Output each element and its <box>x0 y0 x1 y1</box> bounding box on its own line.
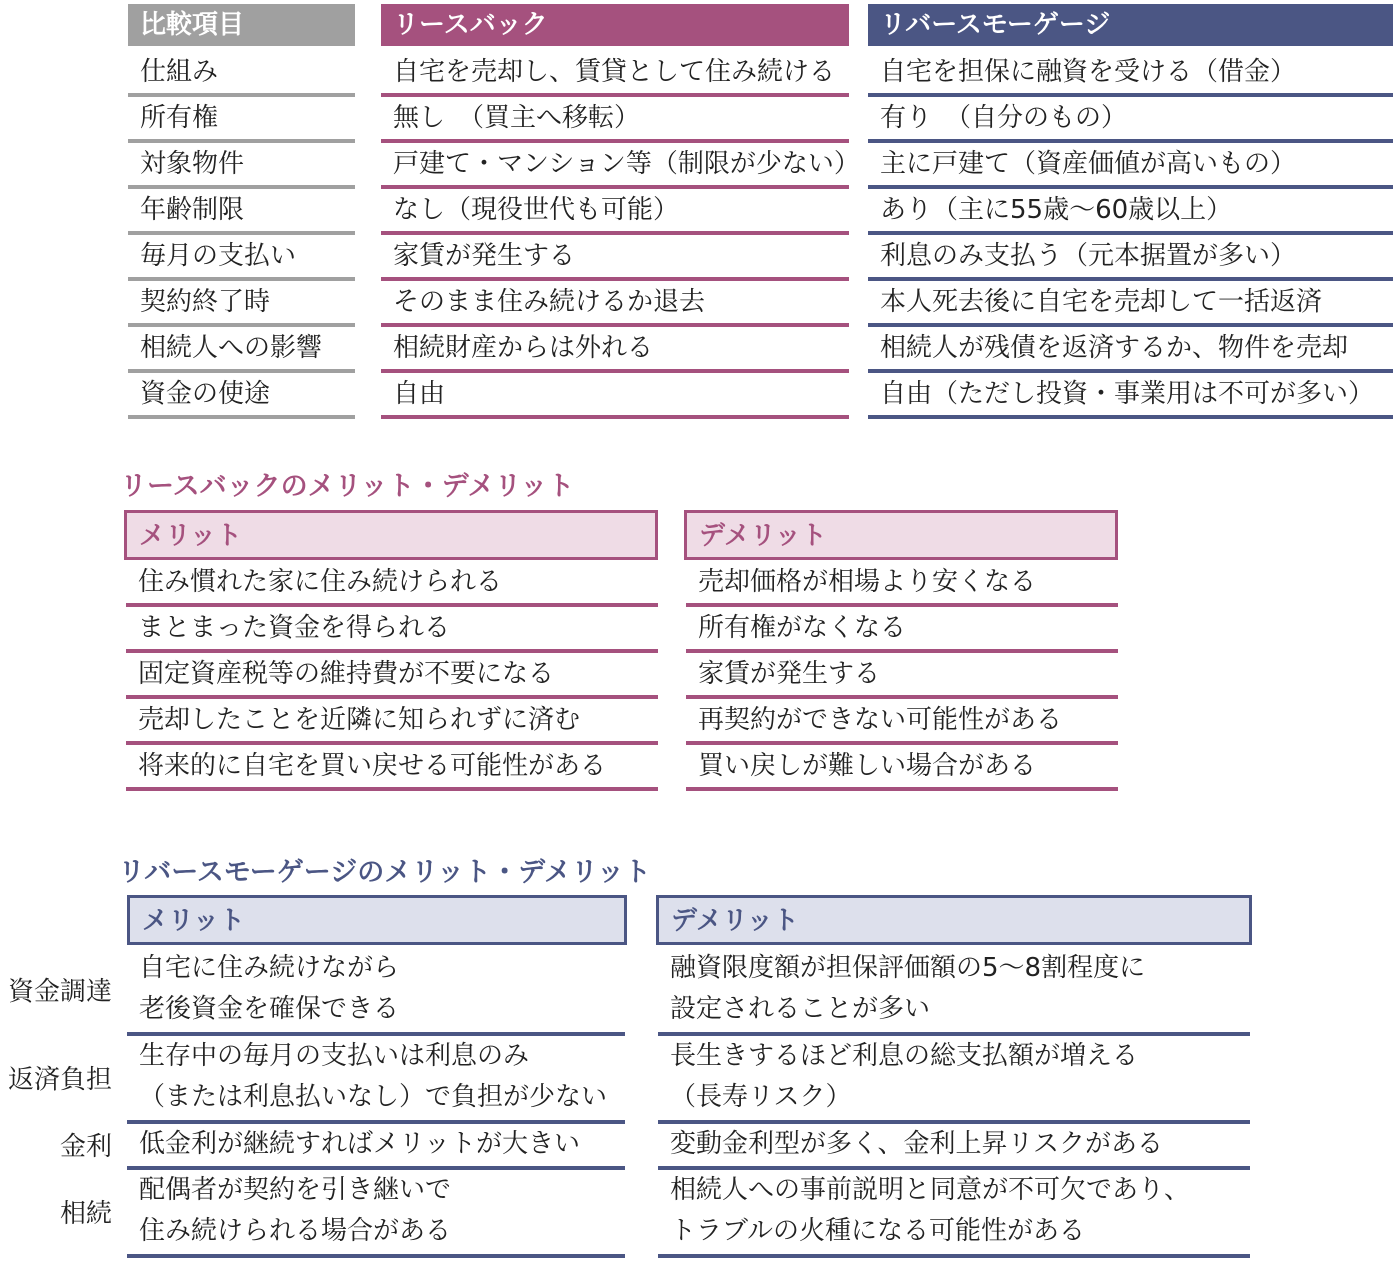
leaseback-demerit-item: 再契約ができない可能性がある <box>686 700 1118 745</box>
leaseback-cell: 自由 <box>381 374 849 419</box>
leaseback-demerit-item: 家賃が発生する <box>686 654 1118 699</box>
leaseback-cell: そのまま住み続けるか退去 <box>381 282 849 327</box>
leaseback-cell: 相続財産からは外れる <box>381 328 849 373</box>
reverse-merit-item-line: 老後資金を確保できる <box>139 994 400 1024</box>
reverse-row-label: 返済負担 <box>7 1065 112 1095</box>
row-label: 対象物件 <box>128 144 355 189</box>
reverse-cell: 有り （自分のもの） <box>868 98 1393 143</box>
leaseback-cell: 自宅を売却し、賃貸として住み続ける <box>381 52 849 97</box>
reverse-merit-item-line: 配偶者が契約を引き継いで <box>139 1175 452 1205</box>
reverse-merit-item-line: 生存中の毎月の支払いは利息のみ <box>139 1041 530 1071</box>
reverse-demerit-item-line: 相続人への事前説明と同意が不可欠であり、 <box>670 1175 1191 1205</box>
leaseback-merit-header: メリット <box>124 510 658 560</box>
row-label: 資金の使途 <box>128 374 355 419</box>
row-label: 契約終了時 <box>128 282 355 327</box>
leaseback-merit-item: 将来的に自宅を買い戻せる可能性がある <box>126 746 658 791</box>
reverse-row-label: 資金調達 <box>7 977 112 1007</box>
leaseback-demerit-header: デメリット <box>684 510 1118 560</box>
leaseback-cell: 無し （買主へ移転） <box>381 98 849 143</box>
reverse-demerit-header: デメリット <box>656 895 1252 945</box>
reverse-demerit-item-line: トラブルの火種になる可能性がある <box>670 1216 1085 1246</box>
reverse-demerit-item-line: 変動金利型が多く、金利上昇リスクがある <box>670 1129 1163 1159</box>
reverse-merit-item-line: （または利息払いなし）で負担が少ない <box>139 1082 608 1112</box>
reverse-cell: 自宅を担保に融資を受ける（借金） <box>868 52 1393 97</box>
reverse-cell: 利息のみ支払う（元本据置が多い） <box>868 236 1393 281</box>
reverse-cell: あり（主に55歳～60歳以上） <box>868 190 1393 235</box>
reverse-cell: 自由（ただし投資・事業用は不可が多い） <box>868 374 1393 419</box>
row-label: 所有権 <box>128 98 355 143</box>
reverse-demerit-item <box>658 948 1250 1036</box>
header-item: 比較項目 <box>128 4 355 46</box>
leaseback-cell: 家賃が発生する <box>381 236 849 281</box>
leaseback-merit-item: まとまった資金を得られる <box>126 608 658 653</box>
reverse-cell: 主に戸建て（資産価値が高いもの） <box>868 144 1393 189</box>
leaseback-merit-item: 固定資産税等の維持費が不要になる <box>126 654 658 699</box>
leaseback-merit-item: 売却したことを近隣に知られずに済む <box>126 700 658 745</box>
row-label: 相続人への影響 <box>128 328 355 373</box>
leaseback-cell: なし（現役世代も可能） <box>381 190 849 235</box>
leaseback-section-title: リースバックのメリット・デメリット <box>120 471 575 502</box>
row-label: 年齢制限 <box>128 190 355 235</box>
row-label: 毎月の支払い <box>128 236 355 281</box>
reverse-cell: 相続人が残債を返済するか、物件を売却 <box>868 328 1393 373</box>
reverse-demerit-item <box>658 1170 1250 1258</box>
row-label: 仕組み <box>128 52 355 97</box>
reverse-merit-item <box>127 1124 625 1170</box>
reverse-merit-item <box>127 1170 625 1258</box>
reverse-cell: 本人死去後に自宅を売却して一括返済 <box>868 282 1393 327</box>
reverse-demerit-item-line: 設定されることが多い <box>670 994 931 1024</box>
reverse-merit-header: メリット <box>127 895 627 945</box>
reverse-merit-item-line: 低金利が継続すればメリットが大きい <box>139 1129 580 1159</box>
leaseback-cell: 戸建て・マンション等（制限が少ない） <box>381 144 849 189</box>
reverse-demerit-item-line: 融資限度額が担保評価額の5～8割程度に <box>670 953 1146 983</box>
reverse-row-label: 金利 <box>59 1132 112 1162</box>
reverse-merit-item-line: 自宅に住み続けながら <box>139 953 400 983</box>
reverse-demerit-item-line: （長寿リスク） <box>670 1082 852 1112</box>
leaseback-demerit-item: 売却価格が相場より安くなる <box>686 562 1118 607</box>
reverse-merit-item <box>127 948 625 1036</box>
header-reverse-mortgage: リバースモーゲージ <box>868 4 1393 46</box>
reverse-row-label: 相続 <box>59 1199 112 1229</box>
reverse-demerit-item-line: 長生きするほど利息の総支払額が増える <box>670 1041 1139 1071</box>
leaseback-demerit-item: 所有権がなくなる <box>686 608 1118 653</box>
reverse-demerit-item <box>658 1036 1250 1124</box>
reverse-demerit-item <box>658 1124 1250 1170</box>
reverse-section-title: リバースモーゲージのメリット・デメリット <box>118 857 651 888</box>
leaseback-demerit-item: 買い戻しが難しい場合がある <box>686 746 1118 791</box>
reverse-merit-item <box>127 1036 625 1124</box>
header-leaseback: リースバック <box>381 4 849 46</box>
leaseback-merit-item: 住み慣れた家に住み続けられる <box>126 562 658 607</box>
reverse-merit-item-line: 住み続けられる場合がある <box>139 1216 452 1246</box>
